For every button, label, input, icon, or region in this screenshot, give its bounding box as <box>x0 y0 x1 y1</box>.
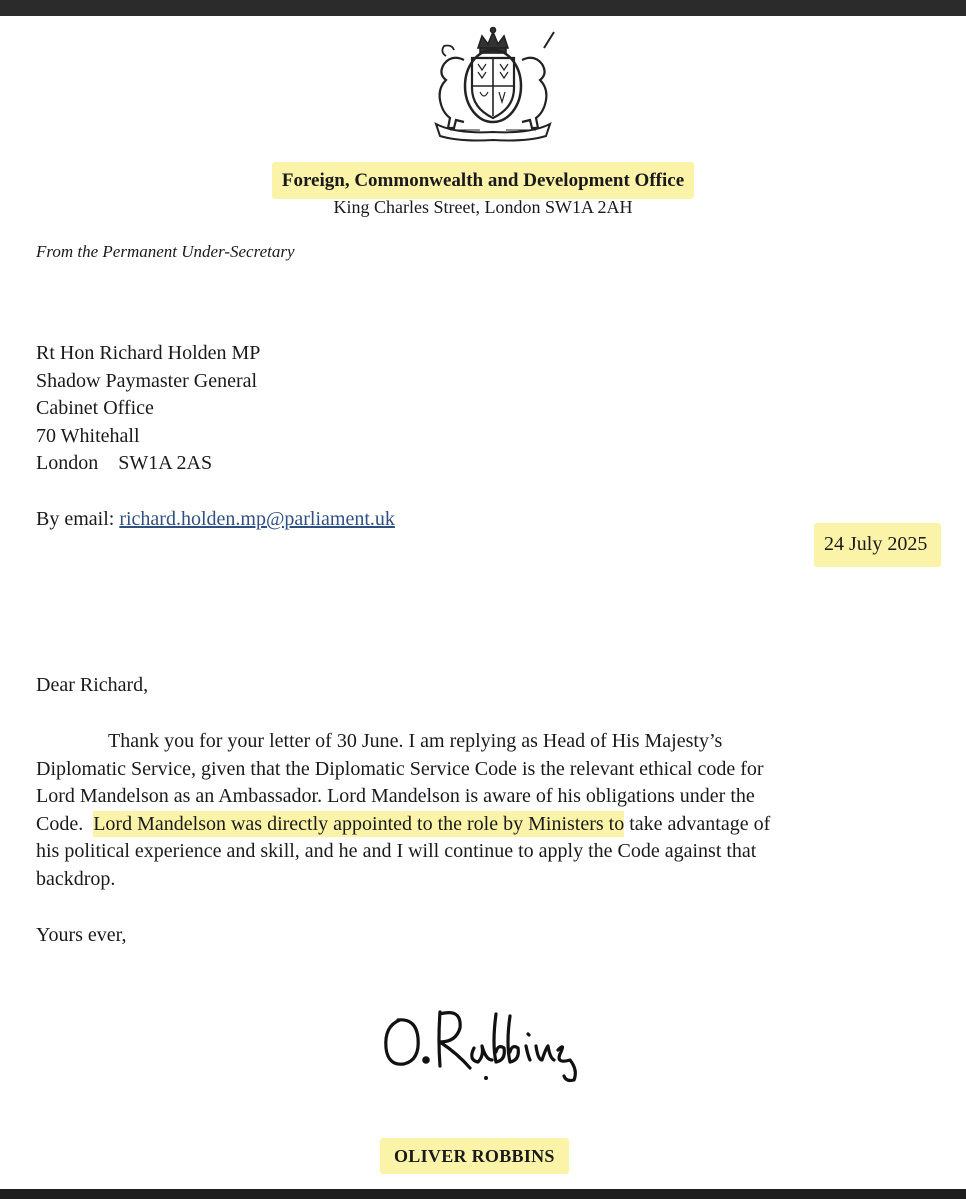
body-line: his political experience and skill, and he and I will continue to apply the Code against that <box>36 840 757 862</box>
recipient-line: 70 Whitehall <box>36 424 140 447</box>
organisation-address: King Charles Street, London SW1A 2AH <box>333 197 633 217</box>
body-line: Thank you for your letter of 30 June. I am replying as Head of His Majesty’s <box>108 730 723 752</box>
body-line: Diplomatic Service, given that the Diplomatic Service Code is the relevant ethical code for <box>36 757 764 780</box>
letter-body <box>36 728 936 893</box>
top-frame-bar <box>0 0 966 16</box>
letter-date-highlight: 24 July 2025 <box>814 523 941 567</box>
recipient-line: London SW1A 2AS <box>36 452 213 474</box>
organisation-name-highlight: Foreign, Commonwealth and Development Office <box>272 162 694 199</box>
organisation-name <box>0 170 966 192</box>
closing: Yours ever, <box>36 924 127 946</box>
salutation: Dear Richard, <box>36 674 149 696</box>
body-line: Lord Mandelson as an Ambassador. Lord Mandelson is aware of his obligations under the <box>36 785 755 807</box>
signer-name <box>380 1146 569 1167</box>
body-line <box>36 811 936 839</box>
royal-coat-of-arms-icon <box>420 26 566 142</box>
highlighted-sentence: Lord Mandelson was directly appointed to the role by Ministers to <box>93 812 625 835</box>
email-link[interactable]: richard.holden.mp@parliament.uk <box>119 508 395 530</box>
recipient-line: Shadow Paymaster General <box>36 369 258 392</box>
recipient-address <box>36 340 260 478</box>
recipient-line: Rt Hon Richard Holden MP <box>36 342 261 364</box>
body-line-start: Code. <box>36 812 94 835</box>
email-label: By email: <box>36 508 115 530</box>
handwritten-signature-icon <box>378 990 598 1090</box>
bottom-frame-bar <box>0 1189 966 1199</box>
recipient-line: Cabinet Office <box>36 397 154 419</box>
signer-name-highlight: OLIVER ROBBINS <box>380 1138 569 1174</box>
email-line <box>36 508 395 531</box>
body-line-end: take advantage of <box>624 812 771 835</box>
letter-date <box>814 533 941 556</box>
from-line: From the Permanent Under-Secretary <box>36 242 295 261</box>
body-line: backdrop. <box>36 867 116 890</box>
